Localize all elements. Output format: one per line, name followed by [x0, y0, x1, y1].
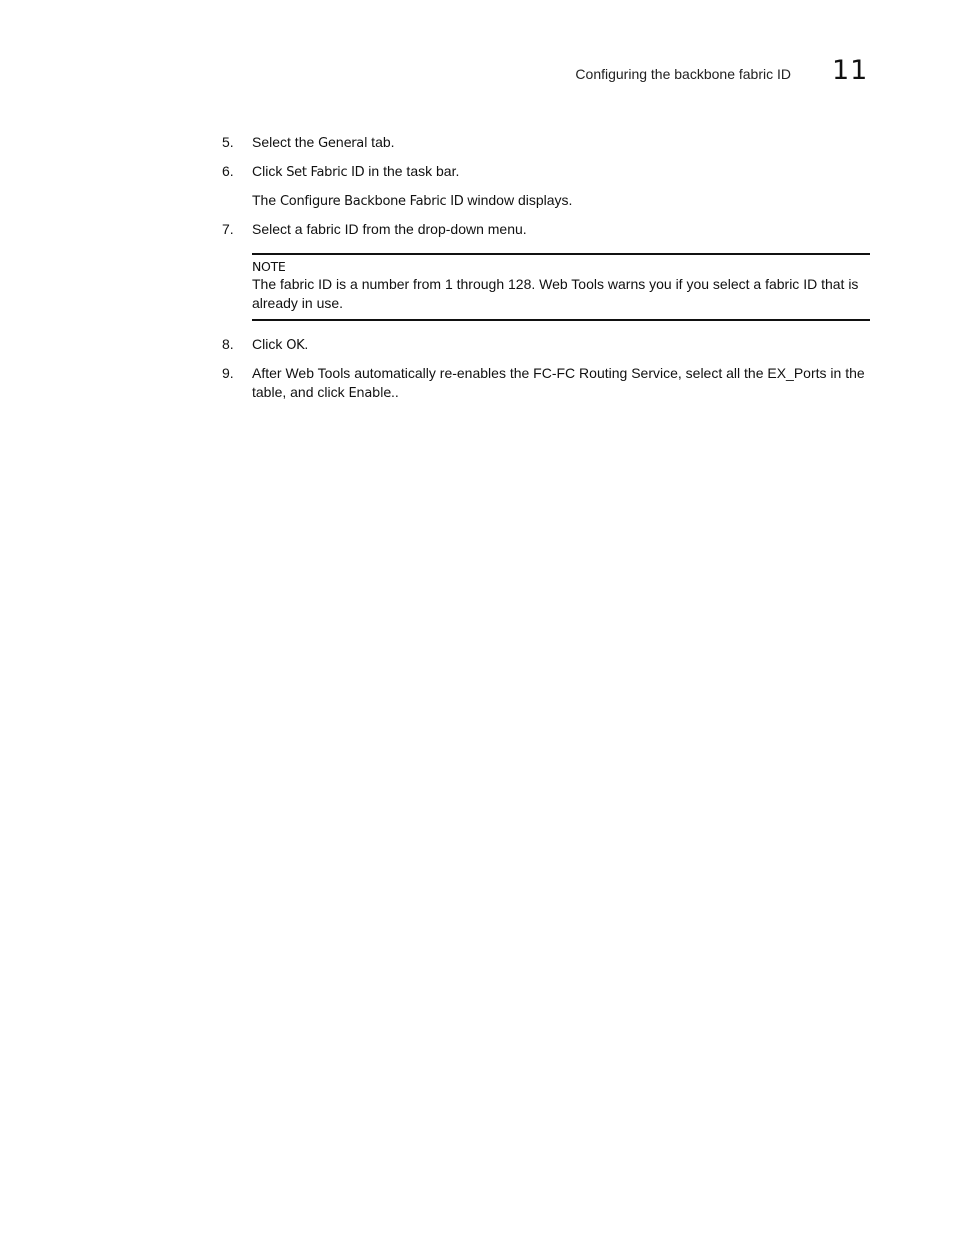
step-number: 9.	[222, 365, 234, 381]
step-number: 7.	[222, 221, 234, 237]
ui-term-ok: OK	[286, 338, 305, 353]
ui-term-set-fabric-id: Set Fabric ID	[286, 165, 365, 180]
step-number: 6.	[222, 163, 234, 179]
step-text: Select a fabric ID from the drop-down menu.	[252, 221, 527, 237]
step-text-before: Click	[252, 163, 287, 179]
step-5	[222, 133, 870, 153]
chapter-number: 11	[832, 55, 869, 86]
step-7	[222, 220, 870, 239]
step-8	[222, 335, 870, 355]
ui-term-configure-backbone-fabric-id: Configure Backbone Fabric ID	[280, 194, 464, 209]
page-header	[0, 56, 954, 92]
note-body: The fabric ID is a number from 1 through 128. Web Tools warns you if you select a fabric ID that is already in use.	[252, 276, 859, 311]
page-content	[222, 133, 870, 403]
section-title: Configuring the backbone fabric ID	[575, 66, 791, 82]
step-9	[222, 364, 870, 403]
step-number: 5.	[222, 134, 234, 150]
step-text	[252, 335, 870, 355]
step-text-after: in the task bar.	[364, 163, 460, 179]
ui-term-enable: Enable	[348, 386, 391, 401]
step-text-after: ..	[390, 384, 399, 400]
step-text	[252, 364, 870, 403]
step-text-before: Select the	[252, 134, 319, 150]
step-6	[222, 162, 870, 182]
note-label: NOTE	[252, 259, 286, 274]
step-6-result	[222, 191, 870, 211]
step-text-after: tab.	[367, 134, 395, 150]
step-text	[252, 133, 870, 153]
ui-term-general: General	[318, 136, 368, 151]
result-text-before: The	[252, 192, 281, 208]
step-text-before: Click	[252, 336, 287, 352]
note-box	[252, 253, 870, 321]
result-text-after: window displays.	[463, 192, 573, 208]
step-text	[252, 162, 870, 182]
step-text-after: .	[304, 336, 309, 352]
step-number: 8.	[222, 336, 234, 352]
step-text-before: After Web Tools automatically re-enables the FC-FC Routing Service, select all the EX_Ports in the table, and click	[252, 365, 865, 400]
